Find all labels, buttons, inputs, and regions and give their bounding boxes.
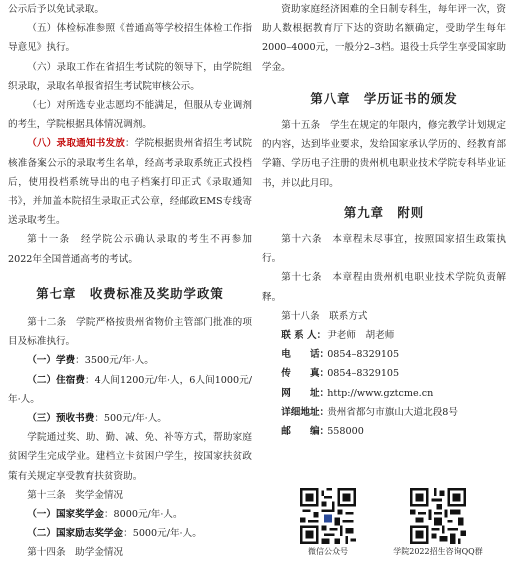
scholarship-national-text: ：8000元/年·人。 bbox=[103, 509, 183, 521]
right-column bbox=[262, 0, 506, 441]
wechat-qr-code-icon[interactable] bbox=[300, 488, 356, 544]
admission-notice-label: （八）录取通知书发放 bbox=[27, 138, 126, 150]
contact-fax-value: 0854–8329105 bbox=[327, 368, 400, 380]
chapter-7-heading: 第七章 收费标准及奖助学政策 bbox=[36, 285, 224, 301]
fee-dormitory-text: ：4人间1200元/年·人，6人间1000元/年·人。 bbox=[8, 374, 253, 405]
qq-group-qr-code-icon[interactable] bbox=[410, 488, 466, 544]
scholarship-national-label: （一）国家奖学金 bbox=[27, 509, 104, 521]
article-13: 第十三条 奖学金情况 bbox=[27, 489, 124, 501]
contact-person-label: 联 系 人： bbox=[281, 330, 327, 342]
contact-address-label: 详细地址： bbox=[281, 406, 330, 418]
contact-website-label: 网 址： bbox=[281, 387, 330, 399]
contact-website-value[interactable]: http://www.gztcme.cn bbox=[327, 387, 434, 399]
article-17: 第十七条 本章程由贵州机电职业技术学院负责解释。 bbox=[262, 272, 506, 303]
contact-address bbox=[262, 403, 506, 422]
contact-address-value: 贵州省都匀市旗山大道北段8号 bbox=[327, 406, 459, 418]
fee-tuition bbox=[8, 351, 252, 370]
paragraph-continuation: 公示后予以免试录取。 bbox=[8, 4, 104, 15]
chapter-8-heading: 第八章 学历证书的颁发 bbox=[310, 90, 458, 106]
contact-person bbox=[262, 326, 506, 345]
paragraph-admission-notice bbox=[8, 134, 252, 230]
contact-fax-label: 传 真： bbox=[281, 368, 330, 380]
paragraph-financial-aid: 学院通过奖、助、勤、减、免、补等方式，帮助家庭贫困学生完成学业。建档立卡贫困户学生，按国家扶贫政策有关规定享受教育扶贫资助。 bbox=[8, 432, 252, 482]
fee-dormitory-label: （二）住宿费 bbox=[27, 374, 85, 386]
contact-postcode-value: 558000 bbox=[327, 426, 364, 438]
fee-tuition-label: （一）学费 bbox=[27, 355, 76, 367]
contact-phone-label: 电 话： bbox=[281, 349, 330, 361]
fee-dormitory bbox=[8, 371, 252, 409]
contact-phone-value: 0854–8329105 bbox=[327, 349, 400, 361]
paragraph-physical-exam: （五）体检标准参照《普通高等学校招生体检工作指导意见》执行。 bbox=[8, 23, 252, 54]
contact-person-value: 尹老师 胡老师 bbox=[327, 330, 395, 342]
qq-group-qr-caption: 学院2022招生咨询QQ群 bbox=[393, 547, 483, 556]
fee-tuition-text: ：3500元/年·人。 bbox=[75, 355, 154, 367]
admission-notice-text: ：学院根据贵州省招生考试院核准备案公示的录取考生名单，经高考录取系统正式投档后，使用投档系统导出的电子档案打印正式《录取通知书》，并加盖本院招生录取正式公章，经邮政EMS专线寄送录取考生。 bbox=[8, 138, 253, 227]
scholarship-inspirational-text: ：5000元/年·人。 bbox=[123, 528, 202, 540]
article-18: 第十八条 联系方式 bbox=[281, 310, 368, 322]
article-16: 第十六条 本章程未尽事宜，按照国家招生政策执行。 bbox=[262, 234, 506, 265]
article-15: 第十五条 学生在规定的年限内，修完教学计划规定的内容，达到毕业要求，发给国家承认学历的、经教育部学籍、学历电子注册的贵州机电职业技术学院专科毕业证书，并以此月印。 bbox=[262, 120, 506, 189]
contact-postcode bbox=[262, 422, 506, 441]
fee-books-text: ：500元/年·人。 bbox=[94, 413, 167, 425]
article-14: 第十四条 助学金情况 bbox=[27, 547, 124, 559]
article-11: 第十一条 经学院公示确认录取的考生不再参加2022年全国普通高考的考试。 bbox=[8, 234, 252, 265]
paragraph-major-adjustment: （七）对所选专业志愿均不能满足，但服从专业调剂的考生，学院根据具体情况调剂。 bbox=[8, 100, 252, 131]
fee-books bbox=[8, 409, 252, 428]
paragraph-grant-continuation: 资助家庭经济困难的全日制专科生，每年评一次，资助人数根据教育厅下达的资助名额确定，受助学生每年2000–4000元，一般分2–3档。退役士兵学生享受国家助学金。 bbox=[262, 4, 506, 73]
contact-phone bbox=[262, 345, 506, 364]
paragraph-admission-work: （六）录取工作在省招生考试院的领导下，由学院组织录取，录取名单报省招生考试院审核公示。 bbox=[8, 61, 252, 92]
contact-fax bbox=[262, 364, 506, 383]
scholarship-inspirational bbox=[8, 524, 252, 543]
contact-website bbox=[262, 384, 506, 403]
chapter-9-heading: 第九章 附则 bbox=[343, 204, 425, 220]
fee-books-label: （三）预收书费 bbox=[27, 413, 95, 425]
wechat-qr-caption: 微信公众号 bbox=[308, 547, 348, 556]
scholarship-national bbox=[8, 505, 252, 524]
article-12: 第十二条 学院严格按贵州省物价主管部门批准的项目及标准执行。 bbox=[8, 317, 252, 348]
left-column bbox=[8, 0, 252, 563]
contact-postcode-label: 邮 编： bbox=[281, 426, 330, 438]
scholarship-inspirational-label: （二）国家励志奖学金 bbox=[27, 528, 124, 540]
